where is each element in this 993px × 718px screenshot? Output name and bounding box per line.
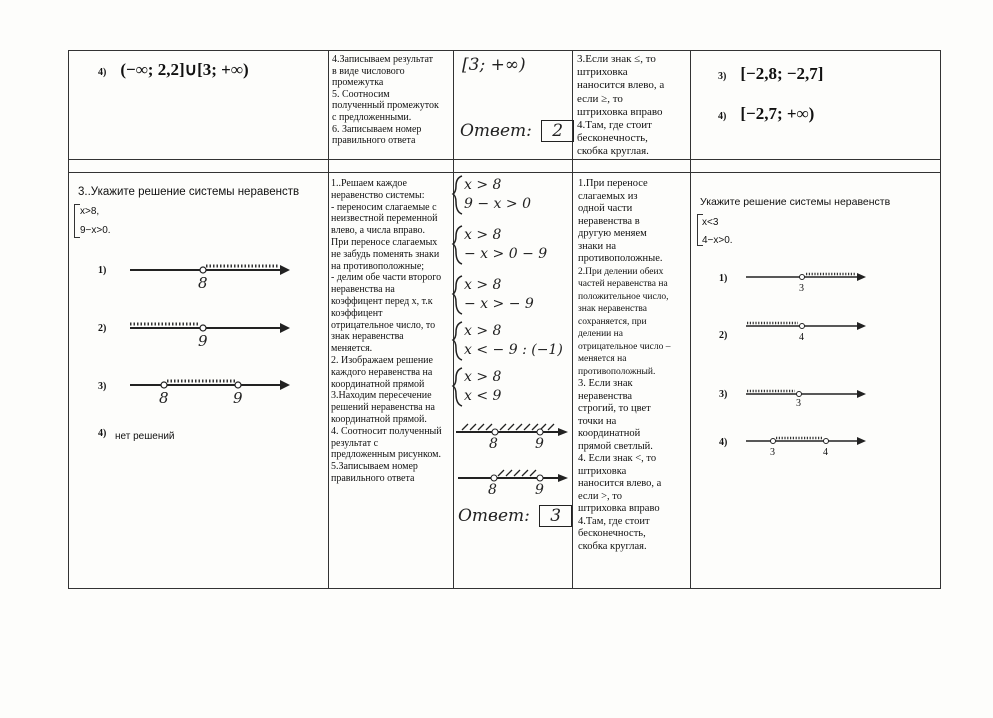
step-line: 5.Записываем номер xyxy=(331,461,418,473)
hand-line: x > 8 xyxy=(464,369,502,385)
step-line: 4.Записываем результат xyxy=(332,54,434,65)
hand-tick: 9 xyxy=(535,436,544,452)
task-option-4-label: 4) xyxy=(98,428,107,439)
step-line: знак неравенства xyxy=(331,331,404,343)
right-option-1-label: 1) xyxy=(719,273,728,284)
rule-line: точки на xyxy=(578,415,617,427)
hand-interval: [3; +∞) xyxy=(462,55,526,75)
inequality-1: x>8, xyxy=(80,206,100,217)
step-line: координатной прямой. xyxy=(331,413,427,425)
rule-line: штриховка вправо xyxy=(578,503,660,514)
option-label: 4) xyxy=(718,111,727,122)
right-tick: 4 xyxy=(799,332,804,343)
rule-line: противоположный. xyxy=(578,366,656,377)
rule-line: 2.При делении обеих xyxy=(578,266,664,277)
right-inequality-2: 4−x>0. xyxy=(702,235,733,246)
hand-line: − x > 0 − 9 xyxy=(464,246,548,262)
rule-line: если >, то xyxy=(578,490,622,502)
rule-line: знаки на xyxy=(578,240,617,252)
right-number-line-1 xyxy=(746,273,866,281)
answer-label: Ответ: xyxy=(458,506,530,526)
rule-line: 1.При переносе xyxy=(578,178,648,189)
option-formula: [−2,8; −2,7] xyxy=(740,64,824,83)
rule-line: скобка круглая. xyxy=(578,540,647,552)
hand-tick: 8 xyxy=(489,436,498,452)
step-line: 5. Соотносим xyxy=(332,88,390,100)
step-line: неравенство системы: xyxy=(331,189,425,201)
step-line: 4. Соотносит полученный xyxy=(331,425,442,437)
hand-line: x < − 9 : (−1) xyxy=(464,342,563,358)
tick-label: 9 xyxy=(198,332,208,350)
rule-line: штриховка xyxy=(578,465,627,477)
right-tick: 3 xyxy=(770,447,775,458)
rule-line: наносится влево, а xyxy=(578,478,662,489)
inequality-2: 9−x>0. xyxy=(80,225,111,236)
hand-tick: 9 xyxy=(535,482,544,498)
right-option-2-label: 2) xyxy=(719,330,728,341)
rule-line: неравенства xyxy=(578,390,633,402)
step-line: неизвестной переменной xyxy=(331,213,438,225)
tick-label: 9 xyxy=(233,389,243,407)
step-line: неравенства на xyxy=(331,284,395,296)
rule-line: слагаемых из xyxy=(578,190,638,202)
step-line: коэффицент перед х, т.к xyxy=(331,295,433,307)
rule-line: бесконечность, xyxy=(578,528,646,539)
step-line: на противоположные; xyxy=(331,260,425,272)
step-line: влево, а числа вправо. xyxy=(331,225,426,237)
hand-line: x > 8 xyxy=(464,227,502,243)
step-line: 3.Находим пересечение xyxy=(331,390,432,402)
step-line: координатной прямой xyxy=(331,378,425,390)
right-inequality-1: x<3 xyxy=(702,217,719,228)
hand-line: x > 8 xyxy=(464,323,502,339)
rule-line: знак неравенства xyxy=(578,304,647,314)
step-line: - переносим слагаемые с xyxy=(331,201,437,213)
answer-box: 3 xyxy=(539,505,572,527)
task-option-4-text: нет решений xyxy=(115,431,175,442)
rule-line: 3.Если знак ≤, то xyxy=(577,53,656,65)
rule-line: отрицательное число – xyxy=(578,341,671,352)
answer-box: 2 xyxy=(541,120,574,142)
rule-line: прямой светлый. xyxy=(578,440,653,452)
rule-line: 3. Если знак xyxy=(578,378,633,389)
rule-line: наносится влево, а xyxy=(577,79,665,92)
step-line: правильного ответа xyxy=(331,472,415,484)
hand-line: − x > − 9 xyxy=(464,296,534,312)
rule-line: штриховка xyxy=(577,66,628,79)
option-label: 3) xyxy=(718,71,727,82)
task-option-3-label: 3) xyxy=(98,381,107,392)
hand-line: x > 8 xyxy=(464,277,502,293)
rule-line: неравенства в xyxy=(578,215,640,227)
step-line: правильного ответа xyxy=(332,135,416,147)
step-line: полученный промежуток xyxy=(332,100,439,112)
rule-line: штриховка вправо xyxy=(577,105,663,118)
right-tick: 3 xyxy=(796,398,801,409)
right-task-title: Укажите решение системы неравенств xyxy=(700,196,891,208)
rule-line: скобка круглая. xyxy=(577,145,649,158)
rule-line: частей неравенства на xyxy=(578,279,668,289)
right-number-line-3 xyxy=(746,390,866,398)
step-line: 6. Записываем номер xyxy=(332,123,422,135)
hand-line: x < 9 xyxy=(464,388,502,404)
tick-label: 8 xyxy=(159,389,169,407)
step-line: решений неравенства на xyxy=(331,402,435,414)
hand-line: 9 − x > 0 xyxy=(464,196,531,212)
option-formula: [−2,7; +∞) xyxy=(740,104,815,123)
hand-line: x > 8 xyxy=(464,177,502,193)
step-line: 1..Решаем каждое xyxy=(331,178,407,189)
step-line: меняется. xyxy=(331,343,373,355)
step-line: результат с xyxy=(331,437,379,449)
answer-label: Ответ: xyxy=(460,121,532,141)
right-tick: 3 xyxy=(799,283,804,294)
right-tick: 4 xyxy=(823,447,828,458)
step-line: каждого неравенства на xyxy=(331,366,433,378)
rule-line: строгий, то цвет xyxy=(578,403,651,414)
step-line: в виде числового xyxy=(332,65,405,77)
right-number-line-2 xyxy=(746,322,866,330)
rule-line: одной части xyxy=(578,203,633,214)
step-line: 2. Изображаем решение xyxy=(331,354,433,366)
task-option-1-label: 1) xyxy=(98,265,107,276)
step-line: предложенным рисунком. xyxy=(331,449,441,461)
step-line: с предложенными. xyxy=(332,111,412,123)
step-line: не забудь поменять знаки xyxy=(331,248,440,260)
rule-line: положительное число, xyxy=(578,291,669,302)
tick-label: 8 xyxy=(198,274,208,292)
rule-line: делении на xyxy=(578,329,623,339)
rule-line: другую меняем xyxy=(578,228,647,239)
step-line: коэффицент xyxy=(331,307,383,319)
option-label: 4) xyxy=(98,67,107,78)
step-line: промежутка xyxy=(332,77,384,89)
rule-line: координатной xyxy=(578,428,641,439)
right-option-4-label: 4) xyxy=(719,437,728,448)
option-formula: (−∞; 2,2]∪[3; +∞) xyxy=(120,60,249,79)
right-option-3-label: 3) xyxy=(719,389,728,400)
step-line: При переносе слагаемых xyxy=(331,236,438,248)
rule-line: бесконечность, xyxy=(577,132,648,145)
task-option-2-label: 2) xyxy=(98,323,107,334)
rule-line: противоположные. xyxy=(578,253,663,264)
right-number-line-4 xyxy=(746,437,866,445)
step-line: - делим обе части второго xyxy=(331,272,442,284)
step-line: отрицательное число, то xyxy=(331,319,436,331)
rule-line: 4.Там, где стоит xyxy=(577,119,652,132)
rule-line: если ≥, то xyxy=(577,92,623,105)
rule-line: 4.Там, где стоит xyxy=(578,515,650,527)
hand-tick: 8 xyxy=(488,482,497,498)
rule-line: меняется на xyxy=(578,354,627,364)
rule-line: 4. Если знак <, то xyxy=(578,453,657,464)
task-title: 3..Укажите решение системы неравенств xyxy=(78,186,300,198)
rule-line: сохраняется, при xyxy=(578,316,647,327)
